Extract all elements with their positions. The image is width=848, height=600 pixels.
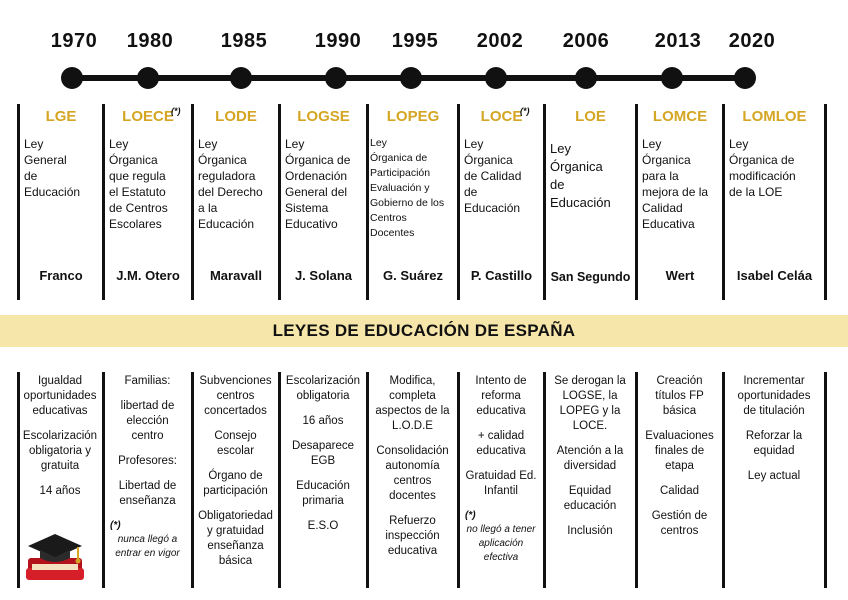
year-label: 1985	[220, 30, 268, 52]
detail-item: Gestión de centros	[651, 510, 708, 537]
detail-column-loe	[545, 374, 635, 588]
timeline-dot	[137, 67, 159, 89]
law-name: Ley Órganica para la mejora de la Calidad Educativa	[642, 137, 709, 231]
law-name: Ley Órganica de Educación	[550, 141, 611, 210]
law-acronym: LOCE (*)	[460, 104, 543, 130]
timeline-dot	[325, 67, 347, 89]
detail-note-mark: (*)	[110, 520, 121, 531]
law-president: Maravall	[209, 268, 263, 283]
detail-item: Creación títulos FP básica	[655, 375, 704, 417]
law-president: San Segundo	[550, 270, 631, 284]
detail-item: Escolarización obligatoria	[285, 375, 361, 402]
detail-item: Consejo escolar	[214, 430, 257, 457]
detail-item: 16 años	[302, 415, 344, 427]
year-label: 2013	[654, 30, 702, 52]
column-divider	[824, 104, 827, 300]
detail-item: libertad de elección centro	[120, 400, 175, 442]
law-president: Franco	[39, 268, 83, 283]
graduation-cap-diploma-icon	[24, 528, 86, 584]
detail-item: Evaluaciones finales de etapa	[645, 430, 714, 472]
law-president: Wert	[665, 268, 695, 283]
law-column-logse	[281, 104, 366, 304]
detail-item: Libertad de enseñanza	[118, 480, 177, 507]
detail-item: Consolidación autonomía centros docentes	[376, 445, 449, 502]
detail-item: Reforzar la equidad	[745, 430, 803, 457]
law-name: Ley Órganica reguladora del Derecho a la Educación	[198, 137, 263, 231]
detail-item: Incrementar oportunidades de titulación	[737, 375, 811, 417]
timeline-dot	[734, 67, 756, 89]
detail-item: Familias:	[124, 375, 171, 387]
detail-item: Se derogan la LOGSE, la LOPEG y la LOCE.	[554, 375, 626, 432]
law-name: Ley Órganica de Ordenación General del Sistema Educativo	[285, 137, 351, 231]
law-president: Isabel Celáa	[736, 268, 813, 283]
detail-item: Inclusión	[567, 525, 613, 537]
law-acronym: LOE	[575, 108, 606, 125]
detail-column-logse	[280, 374, 366, 588]
timeline-dot	[61, 67, 83, 89]
year-label: 1990	[314, 30, 362, 52]
year-label: 1970	[50, 30, 98, 52]
law-column-loce	[460, 104, 543, 304]
detail-item: Subvenciones centros concertados	[199, 375, 272, 417]
year-label: 1995	[391, 30, 439, 52]
detail-item: Escolarización obligatoria y gratuita	[22, 430, 98, 472]
law-column-loe	[546, 104, 635, 304]
timeline-dot	[485, 67, 507, 89]
law-name: Ley Órganica de modificación de la LOE	[729, 137, 796, 199]
timeline-dot	[400, 67, 422, 89]
detail-column-lomloe	[724, 374, 824, 588]
detail-item: Educación primaria	[296, 480, 350, 507]
detail-column-lode	[193, 374, 278, 588]
law-column-lode	[194, 104, 278, 304]
year-label: 2020	[728, 30, 776, 52]
timeline-dot	[230, 67, 252, 89]
detail-item: Refuerzo inspección educativa	[385, 515, 440, 557]
law-note-mark: (*)	[520, 106, 530, 116]
law-acronym: LOMLOE	[742, 108, 807, 125]
detail-note-mark: (*)	[465, 510, 476, 521]
detail-item: 14 años	[39, 485, 81, 497]
detail-item: + calidad educativa	[476, 430, 526, 457]
detail-item: Gratuidad Ed. Infantil	[465, 470, 537, 497]
law-acronym: LODE	[215, 108, 257, 125]
timeline-dot	[661, 67, 683, 89]
law-note-mark: (*)	[171, 106, 181, 116]
detail-item: Desaparece EGB	[291, 440, 354, 467]
detail-item: Obligatoriedad y gratuidad enseñanza básica	[198, 510, 273, 567]
law-acronym: LGE	[45, 108, 77, 125]
year-label: 1980	[126, 30, 174, 52]
detail-column-lopeg	[368, 374, 457, 588]
detail-note: nunca llegó a entrar en vigor	[115, 534, 180, 559]
law-acronym: LOPEG	[386, 108, 440, 125]
detail-column-loce	[459, 374, 543, 588]
detail-item: Atención a la diversidad	[556, 445, 624, 472]
detail-column-lomce	[637, 374, 722, 588]
detail-item: Calidad	[660, 485, 699, 497]
law-president: J. Solana	[294, 268, 353, 283]
law-column-loece	[105, 104, 191, 304]
law-acronym: LOECE (*)	[105, 104, 191, 130]
year-label: 2002	[476, 30, 524, 52]
law-president: P. Castillo	[470, 268, 533, 283]
detail-item: Modifica, completa aspectos de la L.O.D.E	[375, 375, 450, 432]
law-column-lomce	[638, 104, 722, 304]
law-name: Ley Órganica de Calidad de Educación	[464, 137, 522, 215]
detail-item: Igualdad oportunidades educativas	[23, 375, 97, 417]
timeline-dot	[575, 67, 597, 89]
column-divider	[824, 372, 827, 588]
detail-column-loece	[104, 374, 191, 588]
law-acronym: LOGSE	[297, 108, 350, 125]
law-name: Ley General de Educación	[24, 137, 81, 199]
law-name: Ley Órganica que regula el Estatuto de Centros Escolares	[109, 137, 168, 231]
law-column-lge	[20, 104, 102, 304]
detail-item: Intento de reforma educativa	[475, 375, 527, 417]
detail-item: Órgano de participación	[203, 470, 268, 497]
detail-item: E.S.O	[307, 520, 339, 532]
detail-item: Profesores:	[118, 455, 177, 467]
law-acronym: LOMCE	[652, 108, 708, 125]
law-column-lomloe	[725, 104, 824, 304]
page-title: LEYES DE EDUCACIÓN DE ESPAÑA	[272, 321, 576, 340]
detail-note: no llegó a tener aplicación efectiva	[466, 524, 536, 563]
law-president: J.M. Otero	[116, 268, 180, 283]
detail-item: Ley actual	[747, 470, 801, 482]
detail-item: Equidad educación	[563, 485, 617, 512]
law-president: G. Suárez	[383, 268, 443, 283]
title-banner	[0, 315, 848, 347]
law-column-lopeg	[369, 104, 457, 304]
year-label: 2006	[562, 30, 610, 52]
law-name: Ley Órganica de Participación Evaluación y Gobierno de los Centros Docentes	[370, 137, 445, 239]
